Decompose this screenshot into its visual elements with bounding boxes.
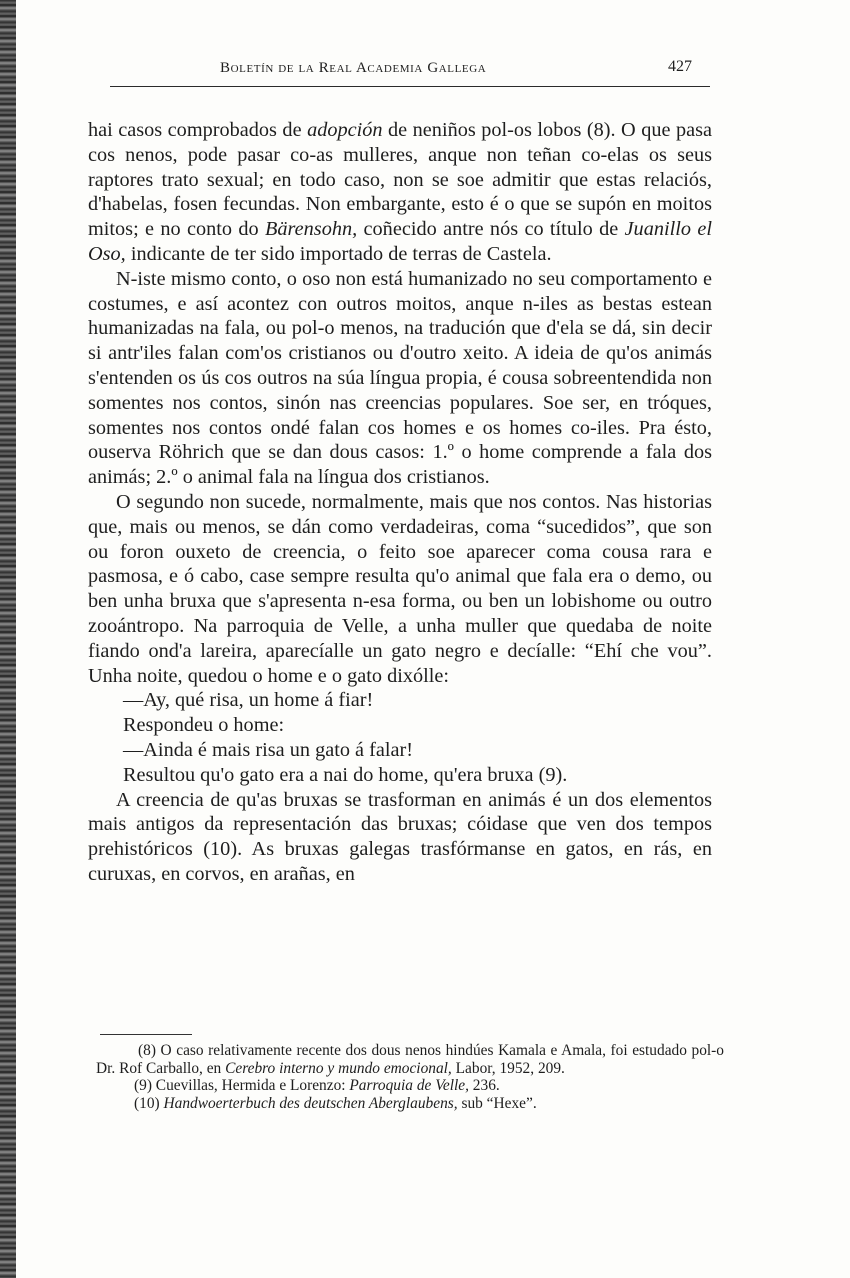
text-run: Labor, 1952, 209. bbox=[451, 1059, 565, 1077]
text-run: de neniños pol-os lobos (8). O que pasa cos nenos, pode pasar co-as mulleres, anque non teñan co-elas os seus raptores trato sexual; en todo caso, non se soe admitir que estas relaciós, d'habelas, fosen fecundas. Non embargante, esto é o que se supón en moitos mitos; e no conto do bbox=[88, 119, 712, 241]
dialogue-line bbox=[88, 738, 712, 763]
text-run: 236. bbox=[468, 1077, 500, 1095]
text-run: (9) bbox=[134, 1077, 152, 1095]
paragraph bbox=[88, 490, 712, 688]
text-run: O caso relativamente recente dos dous nenos hindúes Kamala e Amala, foi estudado pol-o Dr. Rof Carballo, en bbox=[96, 1042, 724, 1077]
paragraph bbox=[88, 118, 712, 267]
text-run: Resultou qu'o gato era a nai do home, qu'era bruxa (9). bbox=[123, 763, 568, 786]
page-number: 427 bbox=[668, 58, 692, 75]
italic-run: Parroquia de Velle, bbox=[349, 1077, 469, 1095]
text-run: sub “Hexe”. bbox=[457, 1094, 537, 1112]
text-run: coñecido antre nós co título de bbox=[357, 218, 625, 241]
text-run: —Ay, qué risa, un home á fiar! bbox=[123, 689, 374, 712]
paragraph bbox=[88, 267, 712, 490]
dialogue-line bbox=[88, 688, 712, 713]
italic-run: adopción bbox=[307, 119, 383, 141]
footnote bbox=[96, 1095, 724, 1113]
italic-run: Cerebro interno y mundo emocional, bbox=[225, 1059, 452, 1077]
text-run: O segundo non sucede, normalmente, mais que nos contos. Nas historias que, mais ou menos, se dán como verdadeiras, coma “sucedidos”, que son ou foron ouxeto de creencia, o feito soe aparecer coma cousa rara e pasmosa, e ó cabo, case sempre resulta qu'o animal que fala era o demo, ou ben unha bruxa que s'apresenta n-esa forma, ou ben un lobishome ou outro zooántropo. Na parroquia de Velle, a unha muller que quedaba de noite fiando ond'a lareira, aparecíalle un gato negro e decíalle: “Ehí che vou”. Unha noite, quedou o home e o gato dixólle: bbox=[88, 490, 712, 687]
footnote-rule bbox=[100, 1034, 192, 1035]
text-run: (10) bbox=[134, 1094, 160, 1112]
footnote bbox=[96, 1042, 724, 1077]
body-text bbox=[88, 118, 712, 887]
paragraph bbox=[88, 763, 712, 788]
running-head: Boletín de la Real Academia Gallega bbox=[220, 60, 487, 76]
text-run: (8) bbox=[138, 1042, 156, 1059]
text-run: —Ainda é mais risa un gato á falar! bbox=[123, 738, 414, 761]
text-run: Respondeu o home: bbox=[123, 714, 285, 737]
text-run: A creencia de qu'as bruxas se trasforman en animás é un dos elementos mais antigos da representación das bruxas; cóidase que ven dos tempos prehistóricos (10). As bruxas galegas trasfórmanse en gatos, en rás, en curuxas, en corvos, en arañas, en bbox=[88, 788, 712, 885]
paragraph bbox=[88, 788, 712, 887]
dialogue-line bbox=[88, 713, 712, 738]
text-run: indicante de ter sido importado de terras de Castela. bbox=[125, 242, 552, 265]
text-run: hai casos comprobados de bbox=[88, 119, 308, 141]
italic-run: Bärensohn, bbox=[265, 218, 358, 241]
footnotes bbox=[96, 1042, 724, 1112]
header-rule bbox=[110, 86, 710, 87]
italic-run: Juanillo el Oso, bbox=[88, 218, 712, 265]
text-run: Cuevillas, Hermida e Lorenzo: bbox=[151, 1077, 350, 1095]
scan-page-edge bbox=[0, 0, 16, 1278]
footnote bbox=[96, 1077, 724, 1095]
text-run: N-iste mismo conto, o oso non está humanizado no seu comportamento e costumes, e así acontez con outros moitos, anque n-iles as bestas estean humanizadas na fala, ou pol-o menos, na tradución que d'ela se dá, sin decir si antr'iles falan com'os cristianos ou d'outro xeito. A ideia de qu'os animás s'entenden os ús cos outros na súa língua propia, é cousa sobreentendida non somentes nos contos, sinón nas creencias populares. Soe ser, en tróques, somentes nos contos ondé falan cos homes e os homes co-iles. Pra ésto, ouserva Röhrich que se dan dous casos: 1.º o home comprende a fala dos animás; 2.º o animal fala na língua dos cristianos. bbox=[88, 267, 712, 489]
italic-run: Handwoerterbuch des deutschen Aberglaubens, bbox=[163, 1094, 458, 1112]
